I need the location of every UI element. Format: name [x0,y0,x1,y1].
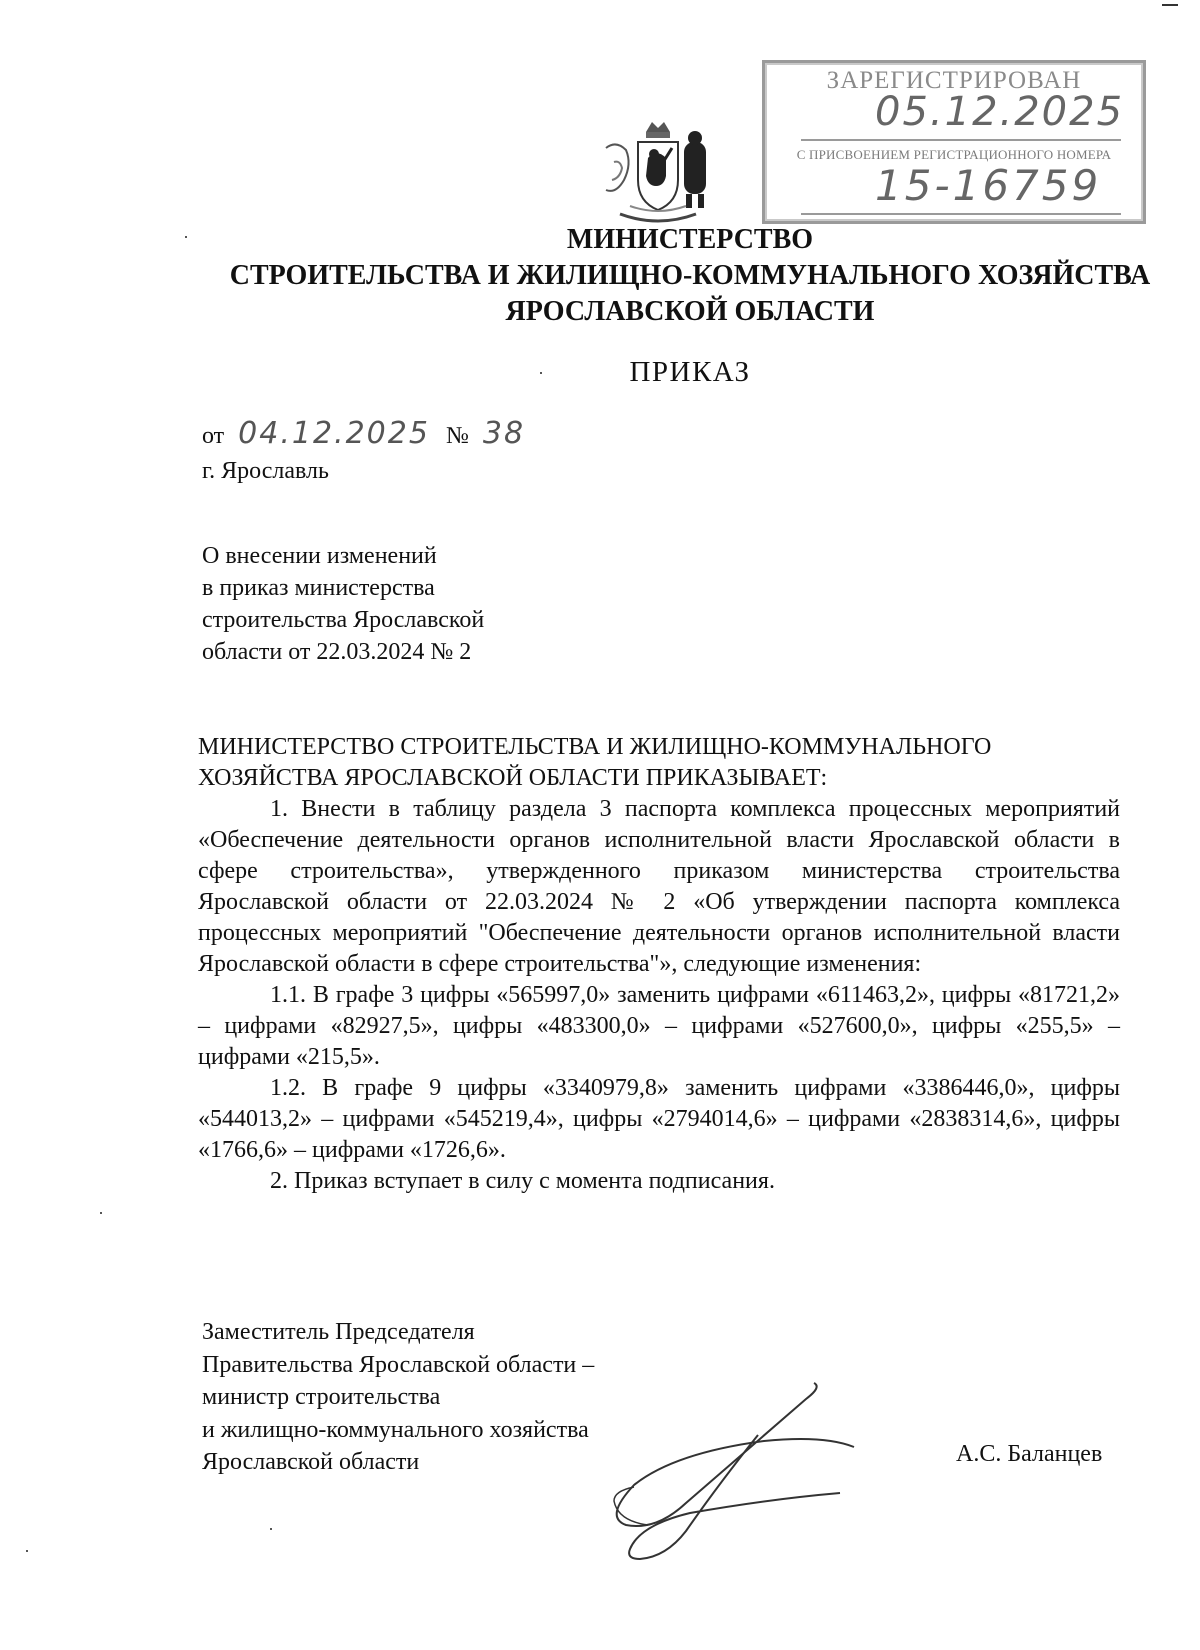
scan-speck [540,372,542,374]
subject-line: области от 22.03.2024 № 2 [202,639,472,665]
scan-speck [100,1212,102,1214]
signer-line: Правительства Ярославской области – [202,1351,595,1378]
order-number: 38 [482,416,526,451]
subject-line: О внесении изменений [202,543,437,569]
signer-line: министр строительства [202,1384,441,1410]
subject-line: в приказ министерства [202,575,435,601]
header-line-1: МИНИСТЕРСТВО [566,224,814,255]
order-body [198,732,1120,1197]
scan-speck [270,1528,272,1530]
signer-position [202,1316,594,1479]
preamble: МИНИСТЕРСТВО СТРОИТЕЛЬСТВА И ЖИЛИЩНО-КОММУНАЛЬНОГО ХОЗЯЙСТВА ЯРОСЛАВСКОЙ ОБЛАСТИ ПРИКАЗЫВАЕТ: [198,734,992,791]
ministry-header [0,222,1200,330]
stamp-number: 15-16759 [875,161,1102,210]
stamp-underline [801,139,1121,141]
stamp-underline [801,213,1121,215]
order-date-line [202,416,525,451]
item-2: 2. Приказ вступает в силу с момента подписания. [270,1168,775,1194]
scan-speck [26,1550,28,1552]
signer-line: Заместитель Председателя [202,1319,475,1345]
subject-line: строительства Ярославской [202,607,485,633]
item-1-2: 1.2. В графе 9 цифры «3340979,8» заменить цифрами «3386446,0», цифры «544013,2» – цифрами «545219,4», цифры «2794014,6» – цифрами «2838314,6», цифры «1766,6» – цифрами «1726,6». [198,1075,1120,1163]
document-title: ПРИКАЗ [629,356,751,388]
coat-of-arms-icon [600,118,716,228]
page-edge-mark [1162,4,1178,6]
signer-name: А.С. Баланцев [956,1441,1103,1467]
item-1: 1. Внести в таблицу раздела 3 паспорта комплекса процессных мероприятий «Обеспечение деятельности органов исполнительной власти Ярославской области в сфере строительства», утвержденного приказом министерства строительства Ярославской области от 22.03.2024 № 2 «Об утверждении паспорта комплекса процессных мероприятий "Обеспечение деятельности органов исполнительной власти Ярославской области в сфере строительства"», следующие изменения: [198,796,1120,977]
signer-line: Ярославской области [202,1449,420,1475]
stamp-date: 05.12.2025 [875,89,1125,135]
registration-stamp [762,60,1146,224]
stamp-title: ЗАРЕГИСТРИРОВАН [826,67,1082,94]
stamp-subtitle: С ПРИСВОЕНИЕМ РЕГИСТРАЦИОННОГО НОМЕРА [796,147,1112,162]
order-date: 04.12.2025 [238,416,430,451]
header-line-2: СТРОИТЕЛЬСТВА И ЖИЛИЩНО-КОММУНАЛЬНОГО ХОЗЯЙСТВА [229,260,1151,291]
number-label: № [445,423,469,449]
order-subject [202,540,484,668]
handwritten-signature [608,1375,908,1565]
scan-speck [185,236,187,238]
signer-line: и жилищно-коммунального хозяйства [202,1416,589,1443]
header-line-3: ЯРОСЛАВСКОЙ ОБЛАСТИ [505,296,875,327]
order-city: г. Ярославль [202,458,329,484]
item-1-1: 1.1. В графе 3 цифры «565997,0» заменить цифрами «611463,2», цифры «81721,2» – цифрами «82927,5», цифры «483300,0» – цифрами «527600,0», цифры «255,5» – цифрами «215,5». [198,982,1120,1070]
from-label: от [202,423,225,449]
